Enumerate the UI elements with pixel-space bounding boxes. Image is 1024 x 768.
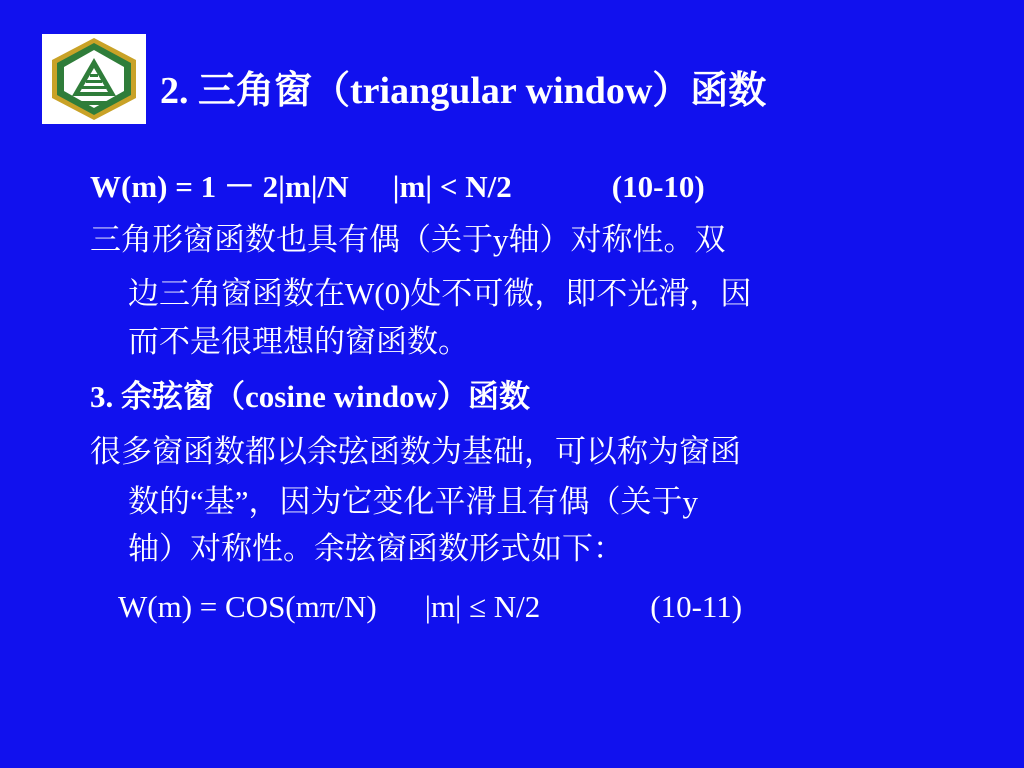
- equation-condition: |m| ≤ N/2: [424, 589, 541, 624]
- paragraph-cosine-line-1: 很多窗函数都以余弦函数为基础，可以称为窗函: [90, 434, 741, 469]
- university-logo: [42, 34, 146, 124]
- paragraph-triangular-line-3: 而不是很理想的窗函数。: [128, 324, 469, 359]
- equation-number: (10-11): [650, 589, 743, 624]
- section-heading-cosine: 3. 余弦窗（cosine window）函数: [90, 379, 531, 414]
- equation-10-10: [90, 171, 705, 202]
- slide-title: 2. 三角窗（triangular window）函数: [160, 70, 767, 112]
- paragraph-triangular-line-1: 三角形窗函数也具有偶（关于y轴）对称性。双: [90, 222, 726, 257]
- equation-10-11: [118, 591, 742, 622]
- shield-logo-icon: [42, 34, 146, 124]
- equation-formula: W(m) = 1 － 2|m|/N: [90, 169, 349, 204]
- paragraph-triangular-line-2: 边三角窗函数在W(0)处不可微，即不光滑，因: [128, 276, 752, 311]
- equation-number: (10-10): [611, 169, 705, 204]
- equation-formula: W(m) = COS(mπ/N): [118, 589, 377, 624]
- paragraph-cosine-line-3: 轴）对称性。余弦窗函数形式如下：: [128, 531, 624, 566]
- equation-condition: |m| < N/2: [392, 169, 512, 204]
- paragraph-cosine-line-2: 数的“基”，因为它变化平滑且有偶（关于y: [128, 484, 699, 519]
